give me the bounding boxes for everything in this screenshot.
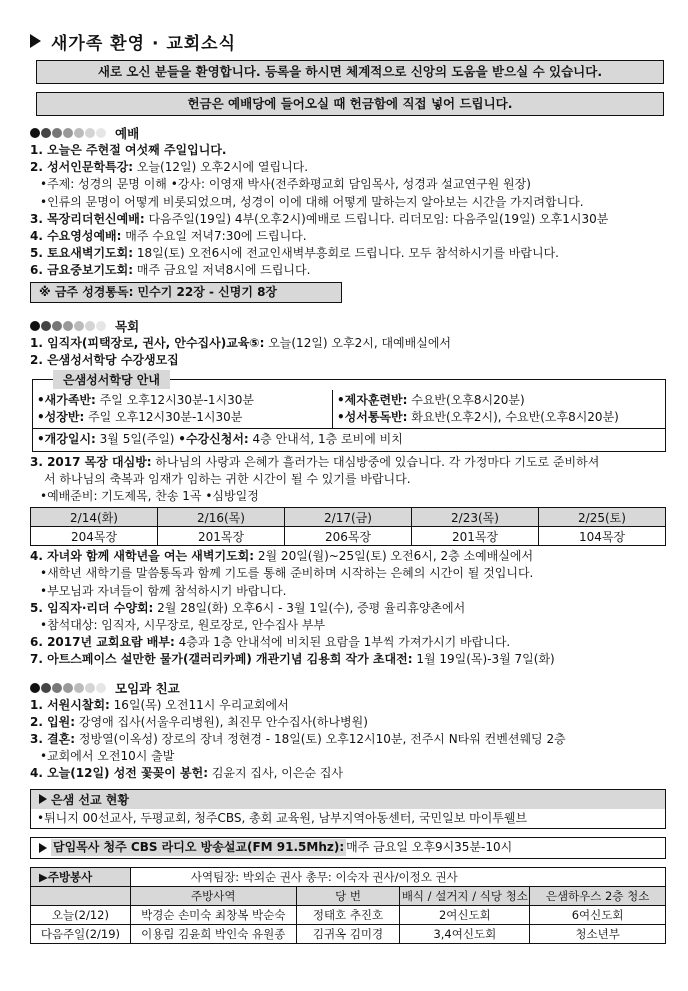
kitchen-header-cell: 주방사역 xyxy=(130,886,296,905)
pastoral-item-4: 4. 자녀와 함께 새학년을 여는 새벽기도회: 2월 20일(월)~25일(토) 오전6시, 2층 소예배실에서 xyxy=(30,549,534,564)
visit-group-cell: 206목장 xyxy=(285,527,412,546)
fellowship-heading-text: 모임과 친교 xyxy=(115,680,180,696)
triangle-bullet-icon xyxy=(39,843,47,853)
worship-item-2: 2. 성서인문학특강: 오늘(12일) 오후2시에 열립니다. xyxy=(30,160,309,175)
pastoral-item-3-prep: •예배준비: 기도제목, 찬송 1곡 •심방일정 xyxy=(40,489,259,504)
kitchen-service-table xyxy=(30,867,666,944)
bible-school-box xyxy=(32,373,666,452)
pastoral-item-2: 2. 은샘성서학당 수강생모집 xyxy=(30,352,179,367)
kitchen-cell: 박경순 손미숙 최창복 박순숙 xyxy=(130,905,296,924)
worship-heading xyxy=(30,124,666,142)
pastoral-item-6: 6. 2017년 교회요람 배부: 4층과 1층 안내석에 비치된 요람을 1부씩 가져가시기 바랍니다. xyxy=(30,635,511,650)
fellowship-item-2: 2. 입원: 강영애 집사(서울우리병원), 최진무 안수집사(하나병원) xyxy=(30,714,368,729)
worship-item-3: 3. 목장리더헌신예배: 다음주일(19일) 4부(오후2시)예배로 드립니다. 리더모임: 다음주일(19일) 오후1시30분 xyxy=(30,211,609,226)
fellowship-item-3: 3. 결혼: 정방열(이옥성) 장로의 장녀 정현경 - 18일(토) 오후12시10분, 전주시 N타워 컨벤션웨딩 2층 xyxy=(30,732,566,747)
bulletin-page xyxy=(30,28,666,944)
kitchen-cell: 다음주일(2/19) xyxy=(31,924,131,943)
welcome-banner: 새로 오신 분들을 환영합니다. 등록을 하시면 체계적으로 신앙의 도움을 받으실 수 있습니다. xyxy=(36,60,664,84)
fellowship-item-4: 4. 오늘(12일) 성전 꽃꽂이 봉헌: 김윤지 집사, 이은순 집사 xyxy=(30,766,344,781)
kitchen-info: 사역팀장: 박외순 권사 총무: 이숙자 권사/이정오 권사 xyxy=(130,867,665,886)
bible-school-tag: 은샘성서학당 안내 xyxy=(53,370,170,389)
worship-heading-text: 예배 xyxy=(115,126,140,141)
triangle-bullet-icon xyxy=(30,34,41,48)
kitchen-header-cell: 당 번 xyxy=(296,886,400,905)
visit-group-cell: 201목장 xyxy=(412,527,539,546)
worship-item-5: 5. 토요새벽기도회: 18일(토) 오전6시에 전교인새벽부흥회로 드립니다. 모두 참석하시기를 바랍니다. xyxy=(30,246,559,261)
worship-item-6: 6. 금요중보기도회: 매주 금요일 저녁8시에 드립니다. xyxy=(30,263,311,278)
pastoral-item-4-desc: •새학년 새학기를 말씀통독과 함께 기도를 통해 준비하며 시작하는 은혜의 시간이 될 것입니다. xyxy=(40,566,534,581)
pastoral-item-3: 3. 2017 목장 대심방: 하나님의 사랑과 은혜가 흘러가는 대심방중에 있습니다. 각 가정마다 기도로 준비하셔 xyxy=(30,454,600,469)
kitchen-heading: ▶주방봉사 xyxy=(31,867,131,886)
fellowship-item-1: 1. 서원시찰회: 16일(목) 오전11시 우리교회에서 xyxy=(30,697,289,712)
mission-box xyxy=(30,789,666,829)
fellowship-item-3-note: •교회에서 오전10시 출발 xyxy=(40,749,175,764)
visit-group-cell: 201목장 xyxy=(158,527,285,546)
pastoral-item-4-note: •부모님과 자녀들이 함께 참석하시기 바랍니다. xyxy=(40,583,287,598)
radio-sermon-label: 담임목사 청주 CBS 라디오 방송설교(FM 91.5Mhz): xyxy=(51,839,346,856)
worship-item-1: 1. 오늘은 주현절 여섯째 주일입니다. xyxy=(30,143,227,157)
kitchen-cell: 청소년부 xyxy=(530,924,666,943)
worship-item-2-topic: •주제: 성경의 문명 이해 •강사: 이영재 박사(전주화평교회 담임목사, 성경과 설교연구원 원장) xyxy=(40,177,531,192)
visit-date-cell: 2/25(토) xyxy=(539,508,666,527)
visit-date-cell: 2/23(목) xyxy=(412,508,539,527)
bible-school-left: •새가족반: 주일 오후12시30분-1시30분 •성장반: 주일 오후12시30분-1시30분 xyxy=(33,390,333,428)
pastoral-item-7: 7. 아트스페이스 설만한 물가(갤러리카페) 개관기념 김용희 작가 초대전: 1월 19일(목)-3월 7일(화) xyxy=(30,652,555,667)
visit-schedule-table xyxy=(30,507,666,546)
dots-icon xyxy=(30,321,107,331)
bible-school-right: •제자훈련반: 수요반(오후8시20분) •성서통독반: 화요반(오후2시), 수요반(오후8시20분) xyxy=(337,393,619,425)
visit-group-cell: 104목장 xyxy=(539,527,666,546)
kitchen-row xyxy=(31,924,666,943)
visit-group-cell: 204목장 xyxy=(31,527,158,546)
dots-icon xyxy=(30,128,107,138)
kitchen-cell: 6여신도회 xyxy=(530,905,666,924)
kitchen-cell: 김귀옥 김미경 xyxy=(296,924,400,943)
worship-item-4: 4. 수요영성예배: 매주 수요일 저녁7:30에 드립니다. xyxy=(30,229,307,244)
offering-banner: 헌금은 예배당에 들어오실 때 헌금함에 직접 넣어 드립니다. xyxy=(36,92,664,116)
visit-date-cell: 2/16(목) xyxy=(158,508,285,527)
weekly-reading-box: ※ 금주 성경통독: 민수기 22장 - 신명기 8장 xyxy=(30,282,342,303)
mission-heading: 은샘 선교 현황 xyxy=(31,790,665,809)
kitchen-header-cell xyxy=(31,886,131,905)
pastoral-item-5: 5. 임직자·리더 수양회: 2월 28일(화) 오후6시 - 3월 1일(수), 증평 율리휴양촌에서 xyxy=(30,600,466,615)
pastoral-item-5-target: •참석대상: 임직자, 시무장로, 원로장로, 안수집사 부부 xyxy=(40,618,326,633)
dots-icon xyxy=(30,683,107,693)
worship-item-2-desc: •인류의 문명이 어떻게 비롯되었으며, 성경이 이에 대해 어떻게 말하는지 알아보는 시간을 가지려합니다. xyxy=(40,194,584,209)
visit-date-cell: 2/14(화) xyxy=(31,508,158,527)
kitchen-cell: 이용림 김윤희 박인숙 유원종 xyxy=(130,924,296,943)
kitchen-cell: 2여신도회 xyxy=(400,905,530,924)
mission-body: •튀니지 00선교사, 두평교회, 청주CBS, 총회 교육원, 남부지역아동센터, 국민일보 마이투웰브 xyxy=(37,810,528,825)
radio-sermon-time: 매주 금요일 오후9시35분-10시 xyxy=(346,840,513,855)
kitchen-row xyxy=(31,905,666,924)
triangle-bullet-icon xyxy=(39,794,47,804)
kitchen-header-cell: 배식 / 설거지 / 식당 청소 xyxy=(400,886,530,905)
kitchen-cell: 3,4여신도회 xyxy=(400,924,530,943)
page-title-text: 새가족 환영 · 교회소식 xyxy=(51,33,237,54)
kitchen-cell: 정태호 추진호 xyxy=(296,905,400,924)
visit-date-cell: 2/17(금) xyxy=(285,508,412,527)
kitchen-header-cell: 은샘하우스 2층 청소 xyxy=(530,886,666,905)
pastoral-heading-text: 목회 xyxy=(115,318,140,334)
bible-school-footer: •개강일시: 3월 5일(주일) •수강신청서: 4층 안내석, 1층 로비에 비치 xyxy=(37,432,403,447)
pastoral-item-1: 1. 임직자(피택장로, 권사, 안수집사)교육⑤: 오늘(12일) 오후2시, 대예배실에서 xyxy=(30,335,452,350)
fellowship-heading xyxy=(30,679,666,697)
pastoral-item-3-cont: 서 하나님의 축복과 임재가 임하는 귀한 시간이 될 수 있기를 바랍니다. xyxy=(44,471,411,486)
pastoral-heading xyxy=(30,317,666,335)
page-title xyxy=(30,28,666,54)
kitchen-cell: 오늘(2/12) xyxy=(31,905,131,924)
radio-sermon-box xyxy=(30,837,666,859)
